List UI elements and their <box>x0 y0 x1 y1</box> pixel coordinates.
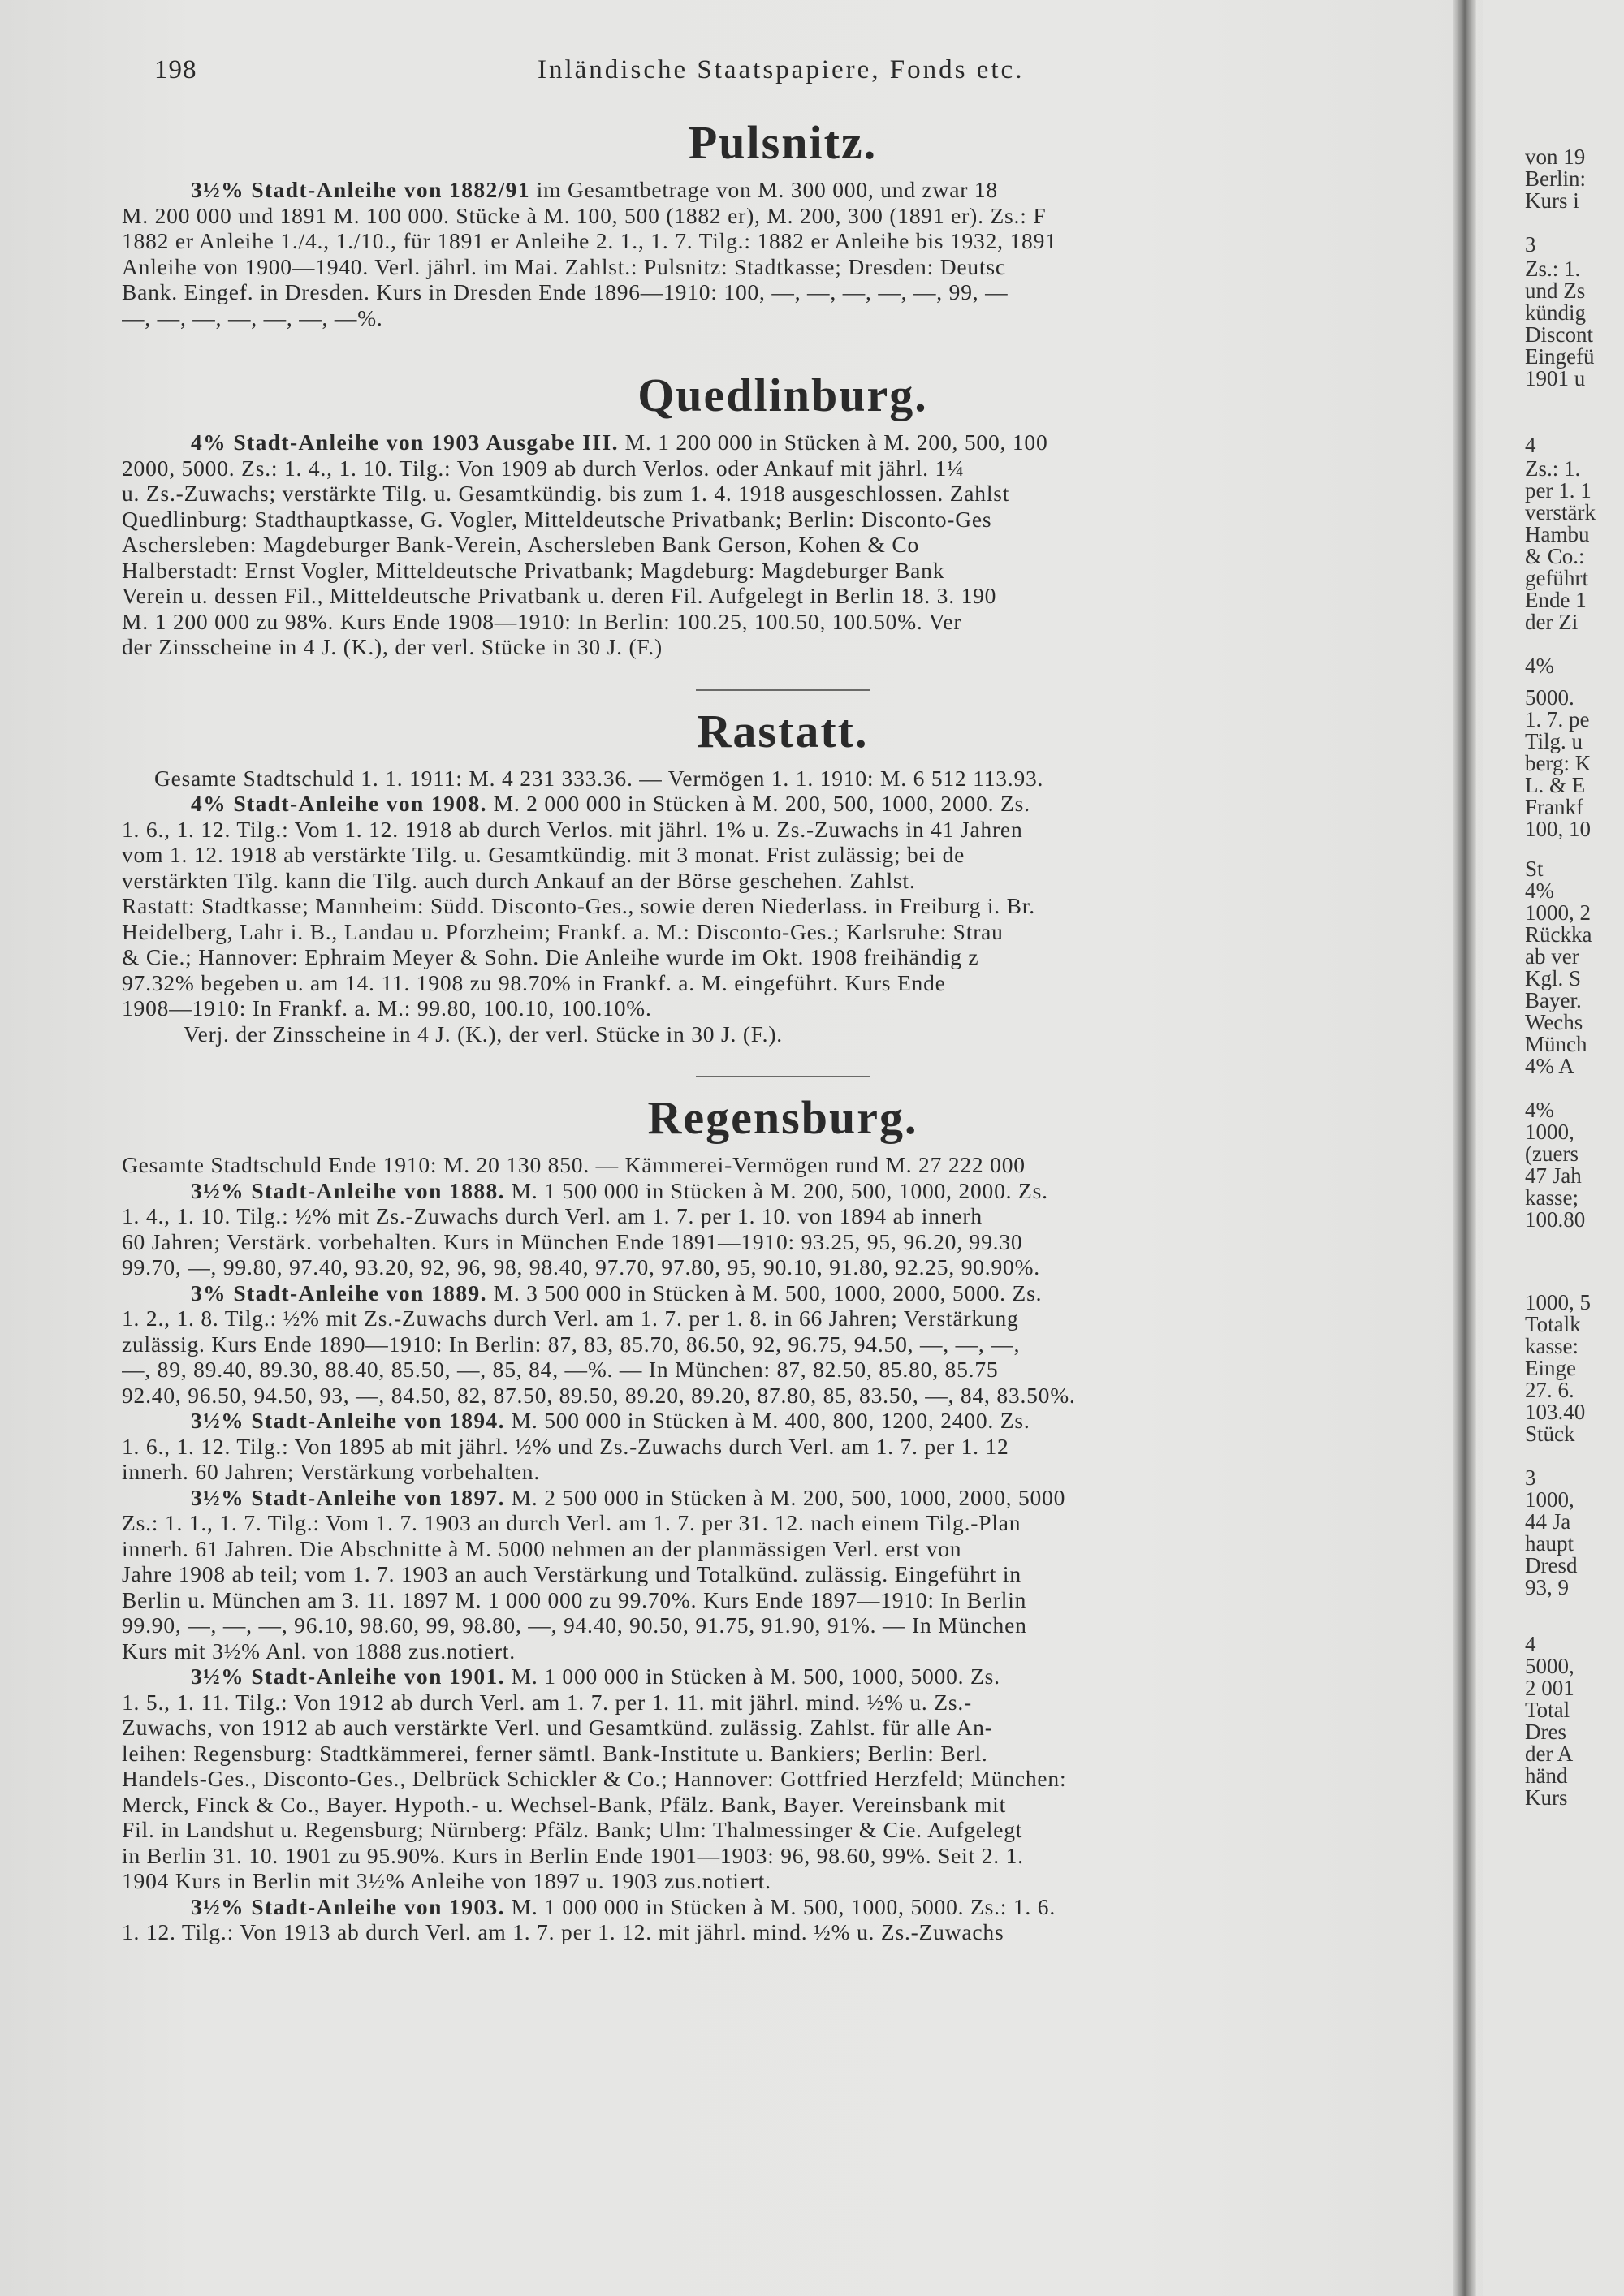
bond-heading: 3½% Stadt-Anleihe von 1901. <box>191 1664 505 1689</box>
text-line: der Zinsscheine in 4 J. (K.), der verl. Stücke in 30 J. (F.) <box>122 634 663 659</box>
text-line: Zs.: 1. 1., 1. 7. Tilg.: Vom 1. 7. 1903 an durch Verl. am 1. 7. per 31. 12. nach einem Tilg.-Plan <box>122 1510 1021 1535</box>
bond-heading: 3½% Stadt-Anleihe von 1888. <box>191 1177 505 1203</box>
facing-page-fragment: der Zi <box>1525 610 1579 634</box>
text-line: 4% Stadt-Anleihe von 1903 Ausgabe III. M. 1 200 000 in Stücken à M. 200, 500, 100 <box>191 429 1048 455</box>
text-line: Quedlinburg: Stadthauptkasse, G. Vogler, Mitteldeutsche Privatbank; Berlin: Disconto-Ges <box>122 506 992 532</box>
facing-page-fragment: der A <box>1525 1741 1574 1766</box>
text-line: 3½% Stadt-Anleihe von 1882/91 im Gesamtbetrage von M. 300 000, und zwar 18 <box>191 177 998 202</box>
text-line: Bank. Eingef. in Dresden. Kurs in Dresden Ende 1896—1910: 100, —, —, —, —, —, 99, — <box>122 279 1009 304</box>
facing-page-fragment: 1000, 5 <box>1525 1290 1591 1314</box>
text-line: 4% Stadt-Anleihe von 1908. M. 2 000 000 in Stücken à M. 200, 500, 1000, 2000. Zs. <box>191 791 1030 816</box>
facing-page-fragment: (zuers <box>1525 1142 1579 1166</box>
facing-page-fragment: 103.40 <box>1525 1400 1586 1424</box>
section-title-pulsnitz: Pulsnitz. <box>688 116 878 169</box>
facing-page-fragment: Eingefü <box>1525 344 1595 369</box>
facing-page-fragment: L. & E <box>1525 773 1586 797</box>
text-line: Jahre 1908 ab teil; vom 1. 7. 1903 an auch Verstärkung und Totalkünd. zulässig. Eingeführt in <box>122 1561 1021 1586</box>
facing-page-fragment: 1000, <box>1525 1487 1574 1512</box>
facing-page-fragment: Kgl. S <box>1525 966 1582 990</box>
facing-page-fragment: 44 Ja <box>1525 1509 1571 1534</box>
text-line: Fil. in Landshut u. Regensburg; Nürnberg: Pfälz. Bank; Ulm: Thalmessinger & Cie. Aufgelegt <box>122 1817 1023 1842</box>
bond-heading: 3½% Stadt-Anleihe von 1894. <box>191 1408 505 1433</box>
text-line: leihen: Regensburg: Stadtkämmerei, ferner sämtl. Bank-Institute u. Bankiers; Berlin: Berl. <box>122 1740 988 1766</box>
facing-page-fragment: kasse; <box>1525 1185 1579 1210</box>
text-line: in Berlin 31. 10. 1901 zu 95.90%. Kurs in Berlin Ende 1901—1903: 96, 98.60, 99%. Seit 2. 1. <box>122 1842 1024 1868</box>
section-title-rastatt: Rastatt. <box>697 704 869 757</box>
facing-page-fragment: verstärk <box>1525 500 1596 524</box>
facing-page-fragment: 1. 7. pe <box>1525 707 1590 732</box>
facing-page-fragment: Frankf <box>1525 795 1583 819</box>
facing-page-fragment: 1000, <box>1525 1120 1574 1144</box>
text-line: 3½% Stadt-Anleihe von 1888. M. 1 500 000 in Stücken à M. 200, 500, 1000, 2000. Zs. <box>191 1177 1048 1203</box>
text-line: 1908—1910: In Frankf. a. M.: 99.80, 100.10, 100.10%. <box>122 995 652 1021</box>
facing-page-fragment: 2 001 <box>1525 1676 1574 1700</box>
text-line: Kurs mit 3½% Anl. von 1888 zus.notiert. <box>122 1638 516 1664</box>
facing-page-fragment: Dres <box>1525 1720 1566 1744</box>
facing-page-fragment: 93, 9 <box>1525 1575 1569 1599</box>
facing-page-fragment: Zs.: 1. <box>1525 257 1581 281</box>
bond-heading: 3½% Stadt-Anleihe von 1882/91 <box>191 177 530 202</box>
text-line: 60 Jahren; Verstärk. vorbehalten. Kurs in München Ende 1891—1910: 93.25, 95, 96.20, 99.30 <box>122 1228 1023 1254</box>
facing-page-fragment: Stück <box>1525 1422 1575 1446</box>
text-line: Gesamte Stadtschuld Ende 1910: M. 20 130 850. — Kämmerei-Vermögen rund M. 27 222 000 <box>122 1152 1026 1177</box>
text-line: M. 1 200 000 zu 98%. Kurs Ende 1908—1910: In Berlin: 100.25, 100.50, 100.50%. Ver <box>122 608 962 634</box>
facing-page-fragment: kündig <box>1525 300 1587 325</box>
bond-heading: 4% Stadt-Anleihe von 1903 Ausgabe III. <box>191 429 619 455</box>
text-line: Handels-Ges., Disconto-Ges., Delbrück Schickler & Co.; Hannover: Gottfried Herzfeld; München: <box>122 1766 1067 1791</box>
bond-heading: 3½% Stadt-Anleihe von 1897. <box>191 1484 505 1510</box>
section-title-quedlinburg: Quedlinburg. <box>637 369 928 421</box>
section-title-regensburg: Regensburg. <box>647 1091 918 1144</box>
facing-page-fragment: 1901 u <box>1525 366 1586 391</box>
main-page <box>122 49 1444 2290</box>
facing-page-fragment: 4% <box>1525 654 1554 678</box>
text-line: Merck, Finck & Co., Bayer. Hypoth.- u. Wechsel-Bank, Pfälz. Bank, Bayer. Vereinsbank mit <box>122 1791 1007 1817</box>
running-head <box>122 49 1444 91</box>
text-line: 1. 6., 1. 12. Tilg.: Vom 1. 12. 1918 ab durch Verlos. mit jährl. 1% u. Zs.-Zuwachs in 41 Jahren <box>122 816 1023 842</box>
text-line: M. 200 000 und 1891 M. 100 000. Stücke à M. 100, 500 (1882 er), M. 200, 300 (1891 er). Zs.: F <box>122 202 1047 228</box>
facing-page-fragment: Totalk <box>1525 1312 1581 1336</box>
section-quedlinburg <box>122 429 1444 660</box>
text-line: —, 89, 89.40, 89.30, 88.40, 85.50, —, 85, 84, —%. — In München: 87, 82.50, 85.80, 85.75 <box>122 1357 999 1382</box>
facing-page-fragment: 27. 6. <box>1525 1378 1574 1402</box>
text-line: 3½% Stadt-Anleihe von 1894. M. 500 000 in Stücken à M. 400, 800, 1200, 2400. Zs. <box>191 1408 1030 1433</box>
facing-page-fragment: von 19 <box>1525 145 1586 169</box>
section-regensburg <box>122 1152 1444 1945</box>
text-line: 1. 6., 1. 12. Tilg.: Von 1895 ab mit jährl. ½% und Zs.-Zuwachs durch Verl. am 1. 7. per 1. 12 <box>122 1433 1009 1459</box>
section-divider <box>696 689 870 691</box>
text-line: Aschersleben: Magdeburger Bank-Verein, Aschersleben Bank Gerson, Kohen & Co <box>122 532 920 557</box>
text-line: 1. 2., 1. 8. Tilg.: ½% mit Zs.-Zuwachs durch Verl. am 1. 7. per 1. 8. in 66 Jahren; Verstärkung <box>122 1306 1019 1331</box>
facing-page-fragment: haupt <box>1525 1531 1574 1556</box>
facing-page-fragment: ab ver <box>1525 944 1579 969</box>
text-line: 99.70, —, 99.80, 97.40, 93.20, 92, 96, 98, 98.40, 97.70, 97.80, 95, 90.10, 91.80, 92.25, 90.90%. <box>122 1254 1040 1280</box>
facing-page-fragment: 4% A <box>1525 1054 1574 1078</box>
bond-heading: 3½% Stadt-Anleihe von 1903. <box>191 1893 505 1919</box>
facing-page-fragment: Bayer. <box>1525 988 1582 1012</box>
facing-page-fragment: per 1. 1 <box>1525 478 1592 503</box>
facing-page-fragment: 1000, 2 <box>1525 900 1591 925</box>
section-divider <box>696 1076 870 1077</box>
facing-page-fragment: St <box>1525 857 1544 881</box>
facing-page-fragment: Ende 1 <box>1525 588 1587 612</box>
text-line: innerh. 60 Jahren; Verstärkung vorbehalten. <box>122 1459 541 1484</box>
text-line: 1. 12. Tilg.: Von 1913 ab durch Verl. am 1. 7. per 1. 12. mit jährl. mind. ½% u. Zs.-Zuwachs <box>122 1919 1004 1944</box>
text-line: 1904 Kurs in Berlin mit 3½% Anleihe von 1897 u. 1903 zus.notiert. <box>122 1868 771 1893</box>
facing-page-fragment: Einge <box>1525 1356 1576 1380</box>
text-line: zulässig. Kurs Ende 1890—1910: In Berlin: 87, 83, 85.70, 86.50, 92, 96.75, 94.50, —, —, —, <box>122 1331 1021 1357</box>
text-line: innerh. 61 Jahren. Die Abschnitte à M. 5000 nehmen an der planmässigen Verl. erst von <box>122 1535 962 1561</box>
facing-page-fragment: 4 <box>1525 433 1536 457</box>
text-line: 3½% Stadt-Anleihe von 1903. M. 1 000 000 in Stücken à M. 500, 1000, 5000. Zs.: 1. 6. <box>191 1893 1056 1919</box>
text-line: 99.90, —, —, —, 96.10, 98.60, 99, 98.80, —, 94.40, 90.50, 91.75, 91.90, 91%. — In München <box>122 1612 1027 1638</box>
facing-page-fragment: 3 <box>1525 232 1536 257</box>
facing-page-fragment: Kurs <box>1525 1785 1568 1810</box>
facing-page-fragment: 47 Jah <box>1525 1163 1582 1188</box>
facing-page-fragment: Rückka <box>1525 922 1592 947</box>
facing-page-fragment: und Zs <box>1525 278 1586 303</box>
text-line: & Cie.; Hannover: Ephraim Meyer & Sohn. Die Anleihe wurde im Okt. 1908 freihändig z <box>122 944 979 969</box>
text-line: 2000, 5000. Zs.: 1. 4., 1. 10. Tilg.: Von 1909 ab durch Verlos. oder Ankauf mit jährl. 1¼ <box>122 455 965 481</box>
facing-page-fragment: Dresd <box>1525 1553 1578 1577</box>
page-number: 198 <box>154 55 197 84</box>
facing-page-fragment: Wechs <box>1525 1010 1583 1034</box>
facing-page-fragment: Kurs i <box>1525 188 1579 213</box>
facing-page-fragment: 3 <box>1525 1465 1536 1490</box>
running-title: Inländische Staatspapiere, Fonds etc. <box>538 55 1025 84</box>
text-line: 1882 er Anleihe 1./4., 1./10., für 1891 er Anleihe 2. 1., 1. 7. Tilg.: 1882 er Anleihe bis 1932, 1891 <box>122 228 1057 253</box>
facing-page-fragment: 100, 10 <box>1525 817 1591 841</box>
facing-page-fragment: 5000. <box>1525 685 1574 710</box>
facing-page-fragment: 4% <box>1525 878 1554 903</box>
section-pulsnitz <box>122 177 1444 330</box>
facing-page-fragment: berg: K <box>1525 751 1592 775</box>
text-line: 97.32% begeben u. am 14. 11. 1908 zu 98.70% in Frankf. a. M. eingeführt. Kurs Ende <box>122 969 946 995</box>
text-line: Verein u. dessen Fil., Mitteldeutsche Privatbank u. deren Fil. Aufgelegt in Berlin 18. 3. 190 <box>122 583 997 608</box>
text-line: verstärkten Tilg. kann die Tilg. auch durch Ankauf an der Börse geschehen. Zahlst. <box>122 867 916 893</box>
facing-page-fragment: Hambu <box>1525 522 1590 546</box>
text-line: Heidelberg, Lahr i. B., Landau u. Pforzheim; Frankf. a. M.: Disconto-Ges.; Karlsruhe: Strau <box>122 918 1004 944</box>
text-line: 1. 4., 1. 10. Tilg.: ½% mit Zs.-Zuwachs durch Verl. am 1. 7. per 1. 10. von 1894 ab innerh <box>122 1203 983 1228</box>
text-line: 3% Stadt-Anleihe von 1889. M. 3 500 000 in Stücken à M. 500, 1000, 2000, 5000. Zs. <box>191 1280 1043 1306</box>
text-line: 3½% Stadt-Anleihe von 1901. M. 1 000 000 in Stücken à M. 500, 1000, 5000. Zs. <box>191 1664 1000 1689</box>
facing-page-fragment: geführt <box>1525 566 1588 590</box>
facing-page-fragment: 5000, <box>1525 1654 1574 1678</box>
facing-page-fragment: Tilg. u <box>1525 729 1583 753</box>
facing-page-edge <box>1483 0 1624 2296</box>
text-line: Berlin u. München am 3. 11. 1897 M. 1 000 000 zu 99.70%. Kurs Ende 1897—1910: In Berlin <box>122 1586 1027 1612</box>
section-rastatt <box>122 766 1444 1047</box>
text-line: 3½% Stadt-Anleihe von 1897. M. 2 500 000 in Stücken à M. 200, 500, 1000, 2000, 5000 <box>191 1484 1066 1510</box>
facing-page-fragment: Discont <box>1525 322 1593 347</box>
text-line: 92.40, 96.50, 94.50, 93, —, 84.50, 82, 87.50, 89.50, 89.20, 89.20, 87.80, 85, 83.50, —, 84, 83.50%. <box>122 1382 1076 1408</box>
book-gutter <box>1453 0 1476 2296</box>
facing-page-fragment: & Co.: <box>1525 544 1585 568</box>
bond-heading: 4% Stadt-Anleihe von 1908. <box>191 791 487 816</box>
bond-heading: 3% Stadt-Anleihe von 1889. <box>191 1280 487 1306</box>
text-line: —, —, —, —, —, —, —%. <box>122 304 383 330</box>
text-line: 1. 5., 1. 11. Tilg.: Von 1912 ab durch Verl. am 1. 7. per 1. 11. mit jährl. mind. ½% u. Zs.- <box>122 1689 973 1715</box>
facing-page-fragment: kasse: <box>1525 1334 1579 1358</box>
facing-page-fragment: händ <box>1525 1763 1568 1788</box>
text-line: u. Zs.-Zuwachs; verstärkte Tilg. u. Gesamtkündig. bis zum 1. 4. 1918 ausgeschlossen. Zahlst <box>122 481 1010 506</box>
text-line: Anleihe von 1900—1940. Verl. jährl. im Mai. Zahlst.: Pulsnitz: Stadtkasse; Dresden: Deutsc <box>122 253 1006 279</box>
facing-page-fragment: 100.80 <box>1525 1207 1586 1232</box>
facing-page-fragment: 4 <box>1525 1632 1536 1656</box>
text-line: vom 1. 12. 1918 ab verstärkte Tilg. u. Gesamtkündig. mit 3 monat. Frist zulässig; bei de <box>122 842 965 867</box>
text-line: Rastatt: Stadtkasse; Mannheim: Südd. Disconto-Ges., sowie deren Niederlass. in Freiburg i. Br. <box>122 893 1035 918</box>
facing-page-fragment: Berlin: <box>1525 166 1586 191</box>
facing-page-fragment: Zs.: 1. <box>1525 456 1581 481</box>
text-line: Zuwachs, von 1912 ab auch verstärkte Verl. und Gesamtkünd. zulässig. Zahlst. für alle An- <box>122 1715 993 1740</box>
facing-page-fragment: 4% <box>1525 1098 1554 1122</box>
text-line: Verj. der Zinsscheine in 4 J. (K.), der verl. Stücke in 30 J. (F.). <box>184 1021 783 1047</box>
facing-page-fragment: Münch <box>1525 1032 1587 1056</box>
text-line: Halberstadt: Ernst Vogler, Mitteldeutsche Privatbank; Magdeburg: Magdeburger Bank <box>122 557 945 583</box>
text-line: Gesamte Stadtschuld 1. 1. 1911: M. 4 231 333.36. — Vermögen 1. 1. 1910: M. 6 512 113.93. <box>154 765 1044 791</box>
facing-page-fragment: Total <box>1525 1698 1570 1722</box>
